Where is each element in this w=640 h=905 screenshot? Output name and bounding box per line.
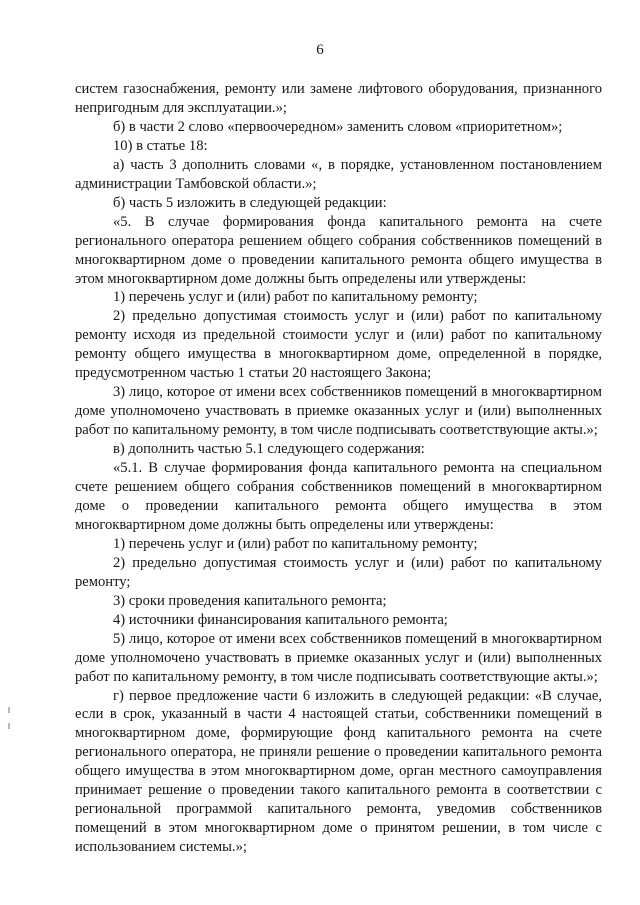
paragraph-amendment-a-part-3: а) часть 3 дополнить словами «, в порядке, установленном постановлением администрации Тамбовской области.»; xyxy=(75,156,602,192)
scan-mark xyxy=(8,707,10,713)
paragraph-part-5-1-text: «5.1. В случае формирования фонда капитального ремонта на специальном счете решением общего собрания собственников помещений в многоквартирном доме о проведении капитального ремонта общего имущества в этом многоквартирном доме должны быть определены или утверждены: xyxy=(75,460,602,533)
paragraph-amendment-b-part-2: б) в части 2 слово «первоочередном» заменить словом «приоритетном»; xyxy=(113,118,563,135)
paragraph-amendment-c-part-5-1: в) дополнить частью 5.1 следующего содержания: xyxy=(113,441,425,458)
paragraph-amendment-b-part-5: б) часть 5 изложить в следующей редакции: xyxy=(113,194,387,211)
paragraph-amendment-g-part-6: г) первое предложение части 6 изложить в следующей редакции: «В случае, если в срок, указанный в части 4 настоящей статьи, собственники помещений в многоквартирном доме, формирующие фонд капитального ремонта на счете регионального оператора, не приняли решение о проведении капитального ремонта общего имущества в этом многоквартирном доме, орган местного самоуправления принимает решение о проведении такого капитального ремонта в соответствии с региональной программой капитального ремонта, уведомив собственников помещений в этом многоквартирном доме о принятом решении, в том числе с использованием системы.»; xyxy=(75,687,602,856)
paragraph-part-5-item-3: 3) лицо, которое от имени всех собственников помещений в многоквартирном доме уполномочено участвовать в приемке оказанных услуг и (или) выполненных работ по капитальному ремонту, в том числе подписывать соответствующие акты.»; xyxy=(75,384,602,439)
paragraph-part-5-1-item-3: 3) сроки проведения капитального ремонта; xyxy=(113,592,387,609)
document-body xyxy=(75,80,602,857)
paragraph-part-5-1-item-5: 5) лицо, которое от имени всех собственников помещений в многоквартирном доме уполномочено участвовать в приемке оказанных услуг и (или) выполненных работ по капитальному ремонту, в том числе подписывать соответствующие акты.»; xyxy=(75,630,602,685)
paragraph-part-5-text: «5. В случае формирования фонда капитального ремонта на счете регионального оператора решением общего собрания собственников помещений в многоквартирном доме о проведении капитального ремонта общего имущества в этом многоквартирном доме должны быть определены или утверждены: xyxy=(75,213,602,287)
paragraph-part-5-1-item-1: 1) перечень услуг и (или) работ по капитальному ремонту; xyxy=(113,535,478,552)
paragraph-article-18-heading: 10) в статье 18: xyxy=(113,137,208,154)
paragraph-continuation: систем газоснабжения, ремонту или замене лифтового оборудования, признанного непригодным для эксплуатации.»; xyxy=(75,81,602,116)
page-number: 6 xyxy=(316,42,324,58)
scan-mark xyxy=(8,723,10,729)
paragraph-part-5-1-item-4: 4) источники финансирования капитального ремонта; xyxy=(113,611,448,628)
paragraph-part-5-item-1: 1) перечень услуг и (или) работ по капитальному ремонту; xyxy=(113,289,478,306)
paragraph-part-5-item-2: 2) предельно допустимая стоимость услуг и (или) работ по капитальному ремонту исходя из предельной стоимости услуг и (или) работ по капитальному ремонту общего имущества в многоквартирном доме, определенной в порядке, предусмотренном частью 1 статьи 20 настоящего Закона; xyxy=(75,308,602,382)
paragraph-part-5-1-item-2: 2) предельно допустимая стоимость услуг и (или) работ по капитальному ремонту; xyxy=(75,554,602,590)
